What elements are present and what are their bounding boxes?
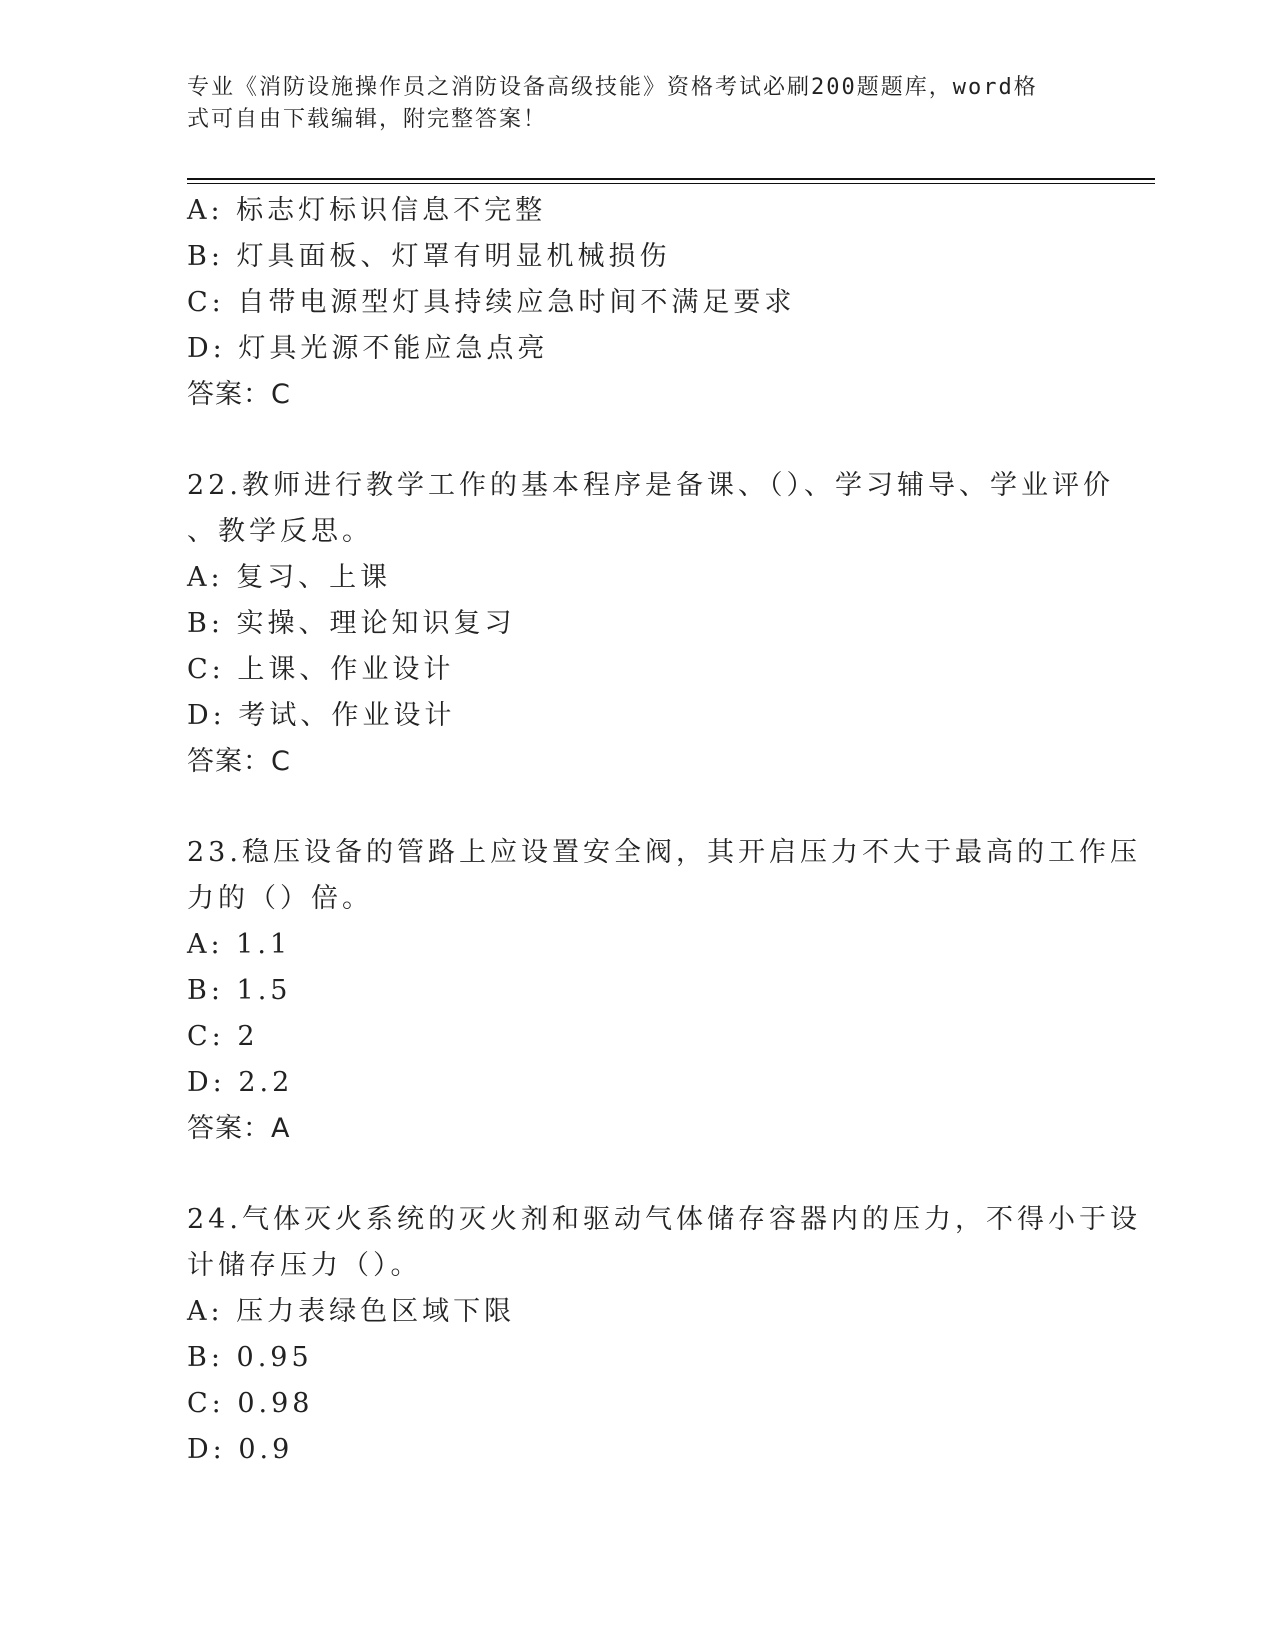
option-b: B: 实操、理论知识复习 — [187, 608, 516, 639]
question-content — [187, 188, 1141, 1473]
question-24 — [187, 1197, 1141, 1473]
option-d: D: 灯具光源不能应急点亮 — [187, 333, 549, 364]
question-22 — [187, 463, 1114, 785]
question-text-line-2: 、教学反思。 — [187, 516, 373, 547]
answer-line: 答案：A — [187, 1113, 291, 1144]
question-spacer — [187, 1152, 1087, 1197]
option-b: B: 0.95 — [187, 1342, 313, 1373]
option-c: C: 2 — [187, 1021, 259, 1052]
question-spacer — [187, 418, 1087, 463]
question-spacer — [187, 785, 1087, 830]
question-21 — [187, 188, 1087, 418]
question-text-line-2: 计储存压力（）。 — [187, 1250, 422, 1281]
question-text-line-2: 力的（）倍。 — [187, 883, 373, 914]
option-d: D: 0.9 — [187, 1434, 294, 1465]
option-d: D: 2.2 — [187, 1067, 294, 1098]
answer-line: 答案：C — [187, 379, 291, 410]
answer-line: 答案：C — [187, 746, 291, 777]
header-line-2: 式可自由下载编辑，附完整答案！ — [187, 107, 548, 132]
option-c: C: 上课、作业设计 — [187, 654, 455, 685]
header-line-1: 专业《消防设施操作员之消防设备高级技能》资格考试必刷200题题库，word格 — [187, 75, 1038, 100]
option-b: B: 灯具面板、灯罩有明显机械损伤 — [187, 241, 671, 272]
question-text-line-1: 22.教师进行教学工作的基本程序是备课、（）、学习辅导、学业评价 — [187, 470, 1114, 501]
option-c: C: 0.98 — [187, 1388, 314, 1419]
option-b: B: 1.5 — [187, 975, 292, 1006]
header-divider-thick — [187, 178, 1155, 180]
option-a: A: 复习、上课 — [187, 562, 392, 593]
option-a: A: 压力表绿色区域下限 — [187, 1296, 516, 1327]
document-header — [187, 72, 1077, 136]
option-a: A: 1.1 — [187, 929, 292, 960]
option-d: D: 考试、作业设计 — [187, 700, 456, 731]
question-23 — [187, 830, 1141, 1152]
option-c: C: 自带电源型灯具持续应急时间不满足要求 — [187, 287, 796, 318]
option-a: A: 标志灯标识信息不完整 — [187, 195, 547, 226]
question-text-line-1: 23.稳压设备的管路上应设置安全阀，其开启压力不大于最高的工作压 — [187, 837, 1141, 868]
question-text-line-1: 24.气体灭火系统的灭火剂和驱动气体储存容器内的压力，不得小于设 — [187, 1204, 1141, 1235]
header-divider-thin — [187, 183, 1155, 184]
